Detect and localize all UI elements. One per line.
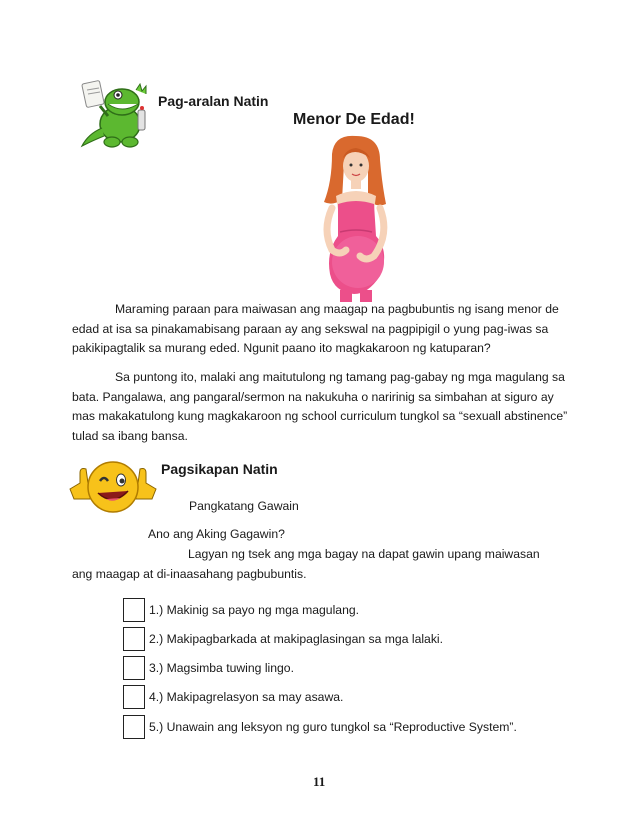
checkbox[interactable]	[123, 627, 145, 651]
section-title-pagsikapan: Pagsikapan Natin	[161, 461, 278, 477]
checklist-label: 5.) Unawain ang leksyon ng guro tungkol sa “Reproductive System”.	[149, 720, 517, 734]
winking-smiley-thumbs-up-icon	[66, 455, 160, 517]
checklist-item[interactable]	[123, 597, 359, 623]
checklist-item[interactable]	[123, 655, 294, 681]
checkbox[interactable]	[123, 656, 145, 680]
checklist-item[interactable]	[123, 714, 517, 740]
page-number: 11	[313, 774, 326, 789]
dinosaur-reading-icon	[78, 78, 156, 150]
paragraph-1: Maraming paraan para maiwasan ang maagap na pagbubuntis ng isang menor de edad at isa sa pinakamabisang paraan ay ang sekswal na pagpipigil o yung pag-iwas sa pakikipagtalik sa murang eded. Ngunit paano ito magkakaroon ng katuparan?	[72, 302, 559, 355]
checkbox[interactable]	[123, 598, 145, 622]
checklist-label: 3.) Magsimba tuwing lingo.	[149, 661, 294, 675]
checklist-item[interactable]	[123, 684, 343, 710]
checkbox[interactable]	[123, 715, 145, 739]
checkbox[interactable]	[123, 685, 145, 709]
activity-question: Ano ang Aking Gagawin?	[148, 527, 285, 541]
activity-type: Pangkatang Gawain	[189, 499, 299, 513]
pregnant-woman-illustration	[310, 134, 400, 302]
checklist-label: 1.) Makinig sa payo ng mga magulang.	[149, 603, 360, 617]
checklist-label: 4.) Makipagrelasyon sa may asawa.	[149, 690, 344, 704]
section-title-pag-aralan: Pag-aralan Natin	[158, 93, 269, 109]
checklist-item[interactable]	[123, 626, 443, 652]
checklist-label: 2.) Makipagbarkada at makipaglasingan sa mga lalaki.	[149, 632, 444, 646]
page-title: Menor De Edad!	[293, 111, 415, 128]
paragraph-2: Sa puntong ito, malaki ang maitutulong ng tamang pag-gabay ng mga magulang sa bata. Pangalawa, ang pangaral/sermon na nakukuha o naririnig sa simbahan at siguro ay mas makakatulong kung magkakaroon ng school curriculum tungkol sa “sexuall abstinence” tulad sa ibang bansa.	[72, 370, 568, 443]
activity-instruction: Lagyan ng tsek ang mga bagay na dapat gawin upang maiwasan ang maagap at di-inaasahang pagbubuntis.	[72, 547, 540, 581]
